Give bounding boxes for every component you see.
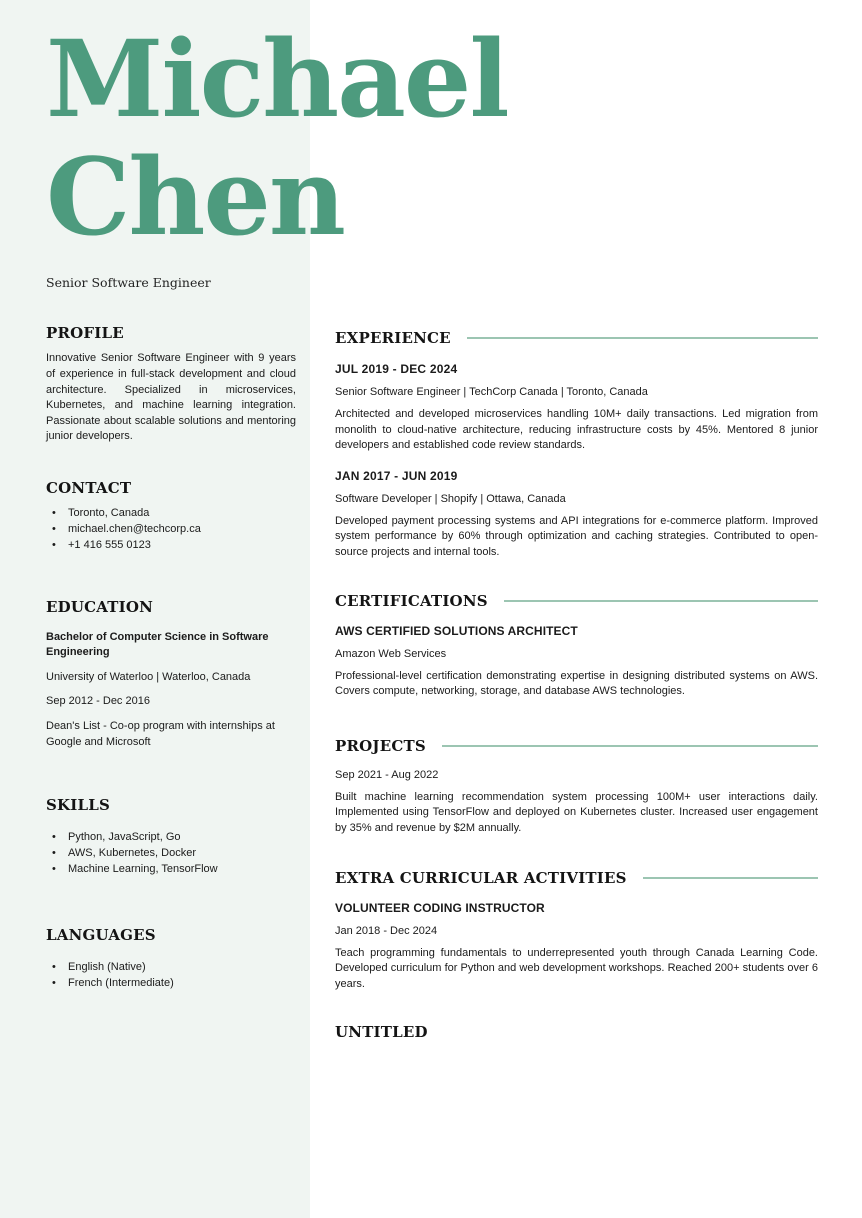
contact-location: • Toronto, Canada	[46, 506, 296, 522]
certification-issuer: Amazon Web Services	[335, 647, 447, 660]
certification-description: Professional-level certification demonstrating expertise in designing distributed systems on AWS. Covers compute, networking, storage, and database AWS technologies.	[335, 669, 818, 698]
education-notes: Dean's List - Co-op program with internships at Google and Microsoft	[46, 720, 275, 748]
education-heading: EDUCATION	[46, 597, 154, 616]
projects-heading: PROJECTS	[335, 736, 426, 755]
profile-text: Innovative Senior Software Engineer with 9 years of experience in full-stack development and cloud architecture. Specialized in microservices, Kubernetes, and machine learning integration. Passionate about scalable solutions and mentoring junior developers.	[46, 352, 296, 443]
experience-entry	[335, 469, 818, 561]
language-item: • French (Intermediate)	[46, 976, 296, 992]
extra-curricular-heading: EXTRA CURRICULAR ACTIVITIES	[335, 868, 627, 887]
section-languages	[46, 926, 296, 992]
languages-list	[46, 960, 296, 992]
extra-description: Teach programming fundamentals to underrepresented youth through Canada Learning Code. Developed curriculum for Python and web development workshops. Reached 200+ students over 6 years.	[335, 946, 818, 990]
experience-dates: JUL 2019 - DEC 2024	[335, 362, 458, 376]
skill-item: • Machine Learning, TensorFlow	[46, 862, 296, 878]
section-profile	[46, 324, 296, 445]
person-job-title: Senior Software Engineer	[46, 275, 211, 291]
certifications-heading: CERTIFICATIONS	[335, 591, 488, 610]
untitled-heading: UNTITLED	[335, 1023, 428, 1042]
person-name: Michael Chen	[46, 16, 508, 259]
profile-heading: PROFILE	[46, 324, 124, 343]
section-projects	[335, 737, 818, 837]
section-certifications	[335, 592, 818, 700]
project-description: Built machine learning recommendation system processing 100M+ user interactions daily. Implemented using TensorFlow and deployed on Kubernetes cluster. Increased user engagement by 35% and revenue by $2M annually.	[335, 790, 818, 834]
section-skills	[46, 796, 296, 878]
skills-heading: SKILLS	[46, 796, 111, 815]
section-divider-line	[504, 600, 818, 602]
extra-dates: Jan 2018 - Dec 2024	[335, 924, 438, 937]
contact-email: • michael.chen@techcorp.ca	[46, 522, 296, 538]
section-contact	[46, 479, 296, 554]
contact-heading: CONTACT	[46, 478, 132, 497]
experience-heading: EXPERIENCE	[335, 329, 451, 347]
experience-role: Senior Software Engineer | TechCorp Canada | Toronto, Canada	[335, 386, 648, 398]
section-divider-line	[442, 745, 818, 747]
contact-phone: • +1 416 555 0123	[46, 538, 296, 554]
extra-title: VOLUNTEER CODING INSTRUCTOR	[335, 900, 545, 915]
education-degree: Bachelor of Computer Science in Software Engineering	[46, 630, 269, 659]
skill-item: • AWS, Kubernetes, Docker	[46, 846, 296, 862]
language-item: • English (Native)	[46, 960, 296, 976]
experience-description: Architected and developed microservices handling 10M+ daily transactions. Led migration from monolith to cloud-native architecture, reducing infrastructure costs by 45%. Mentored 8 junior developers and established code review standards.	[335, 408, 818, 452]
contact-list	[46, 506, 296, 554]
experience-description: Developed payment processing systems and API integrations for e-commerce platform. Improved system performance by 60% through optimization and caching strategies. Contributed to open-source projects and internal tools.	[335, 514, 818, 558]
education-dates: Sep 2012 - Dec 2016	[46, 695, 150, 708]
experience-dates: JAN 2017 - JUN 2019	[335, 468, 458, 483]
section-untitled	[335, 1023, 818, 1041]
education-school: University of Waterloo | Waterloo, Canada	[46, 670, 251, 683]
section-experience	[335, 329, 818, 561]
certification-title: AWS CERTIFIED SOLUTIONS ARCHITECT	[335, 623, 578, 638]
languages-heading: LANGUAGES	[46, 926, 156, 944]
experience-role: Software Developer | Shopify | Ottawa, Canada	[335, 492, 566, 505]
skills-list	[46, 830, 296, 878]
section-divider-line	[643, 877, 818, 879]
section-extra-curricular	[335, 869, 818, 993]
project-dates: Sep 2021 - Aug 2022	[335, 768, 439, 781]
section-divider-line	[467, 337, 818, 339]
skill-item: • Python, JavaScript, Go	[46, 830, 296, 846]
section-education	[46, 598, 296, 751]
experience-entry	[335, 362, 818, 454]
